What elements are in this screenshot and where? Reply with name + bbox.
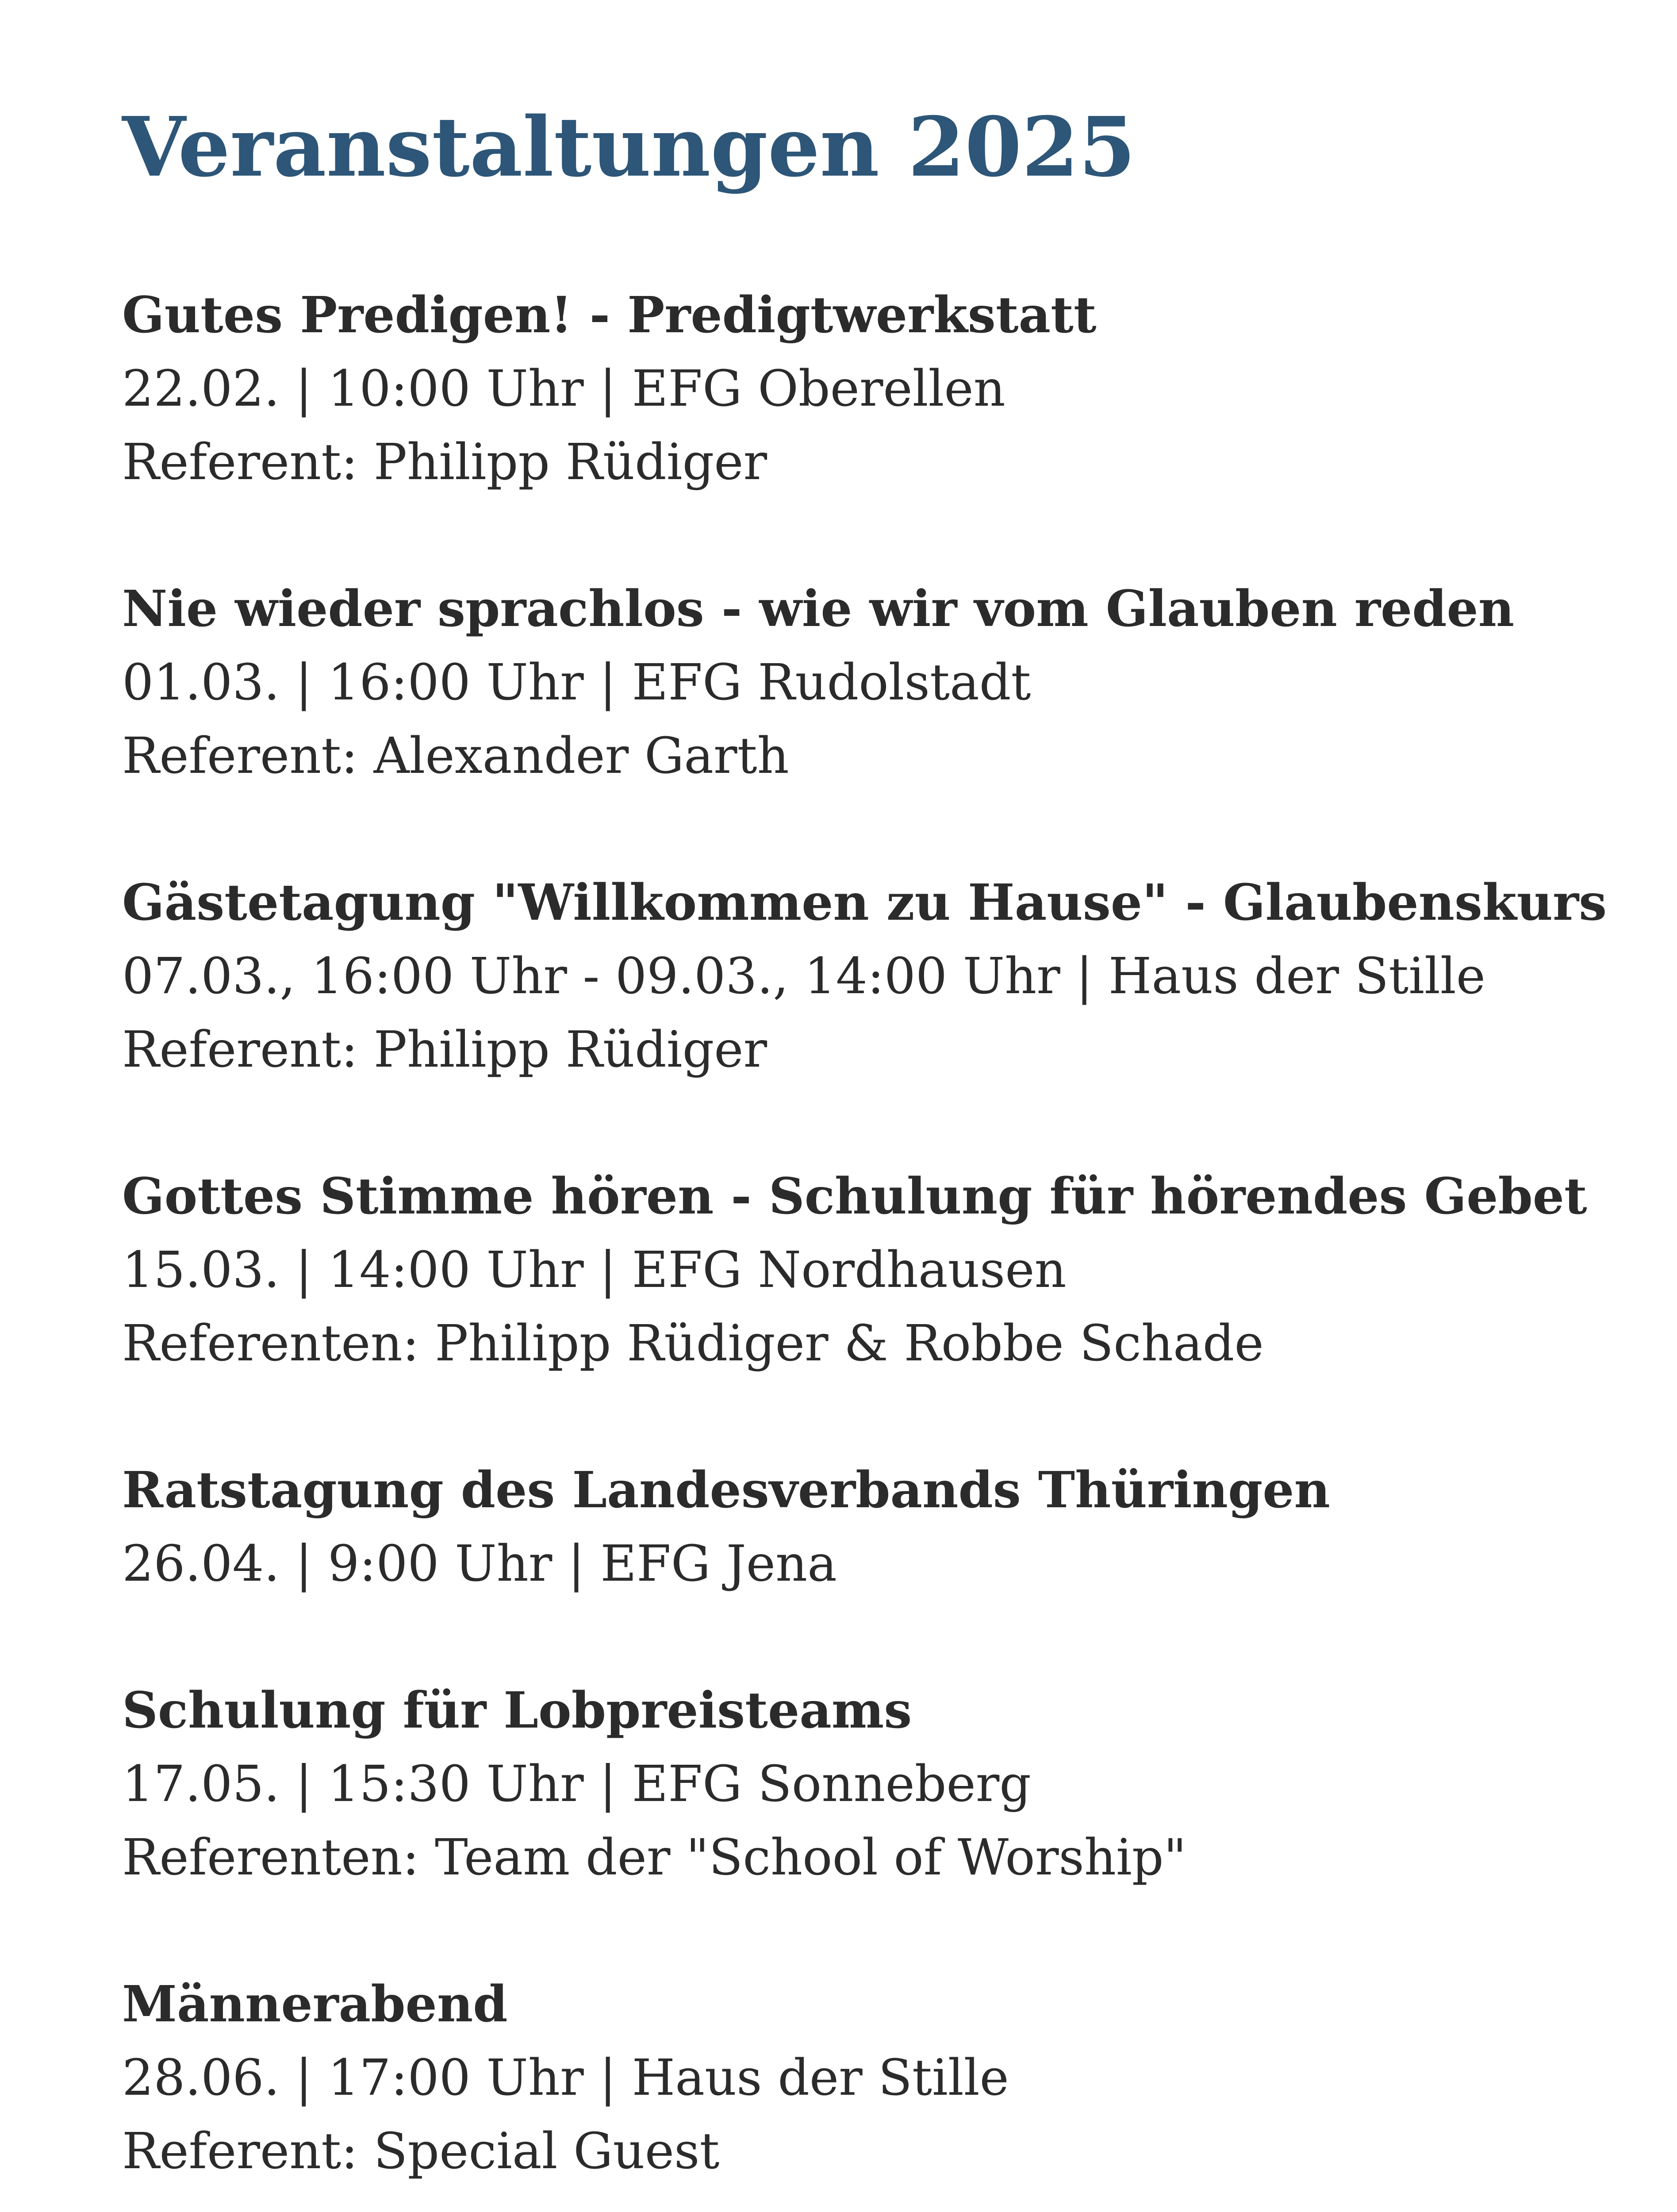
event-item bbox=[122, 1674, 1626, 1894]
event-item bbox=[122, 866, 1626, 1087]
event-list bbox=[122, 279, 1626, 2212]
event-item bbox=[122, 1454, 1626, 1601]
event-title: Ratstagung des Landesverbands Thüringen bbox=[122, 1461, 1330, 1519]
event-date: 17.05. | 15:30 Uhr | EFG Sonneberg bbox=[122, 1755, 1031, 1813]
event-title: Gutes Predigen! - Predigtwerkstatt bbox=[122, 286, 1097, 344]
event-referent: Referent: Philipp Rüdiger bbox=[122, 1021, 768, 1079]
event-item bbox=[122, 1160, 1626, 1380]
event-date: 28.06. | 17:00 Uhr | Haus der Stille bbox=[122, 2049, 1009, 2107]
event-title: Gottes Stimme hören - Schulung für hörendes Gebet bbox=[122, 1167, 1587, 1225]
page-title: Veranstaltungen 2025 bbox=[122, 99, 1136, 195]
event-date: 07.03., 16:00 Uhr - 09.03., 14:00 Uhr | Haus der Stille bbox=[122, 948, 1485, 1005]
event-date: 15.03. | 14:00 Uhr | EFG Nordhausen bbox=[122, 1241, 1067, 1299]
event-title: Schulung für Lobpreisteams bbox=[122, 1682, 912, 1740]
event-referent: Referenten: Philipp Rüdiger & Robbe Schade bbox=[122, 1315, 1264, 1372]
event-referent: Referent: Special Guest bbox=[122, 2123, 720, 2180]
event-title: Gästetagung "Willkommen zu Hause" - Glaubenskurs bbox=[122, 874, 1607, 932]
event-title: Nie wieder sprachlos - wie wir vom Glauben reden bbox=[122, 580, 1515, 638]
event-item bbox=[122, 572, 1626, 793]
event-item bbox=[122, 279, 1626, 499]
event-referent: Referenten: Team der "School of Worship" bbox=[122, 1829, 1187, 1886]
event-referent: Referent: Alexander Garth bbox=[122, 727, 789, 785]
event-date: 01.03. | 16:00 Uhr | EFG Rudolstadt bbox=[122, 654, 1031, 711]
event-item bbox=[122, 1968, 1626, 2188]
event-referent: Referent: Philipp Rüdiger bbox=[122, 434, 768, 491]
event-date: 26.04. | 9:00 Uhr | EFG Jena bbox=[122, 1535, 837, 1593]
event-date: 22.02. | 10:00 Uhr | EFG Oberellen bbox=[122, 360, 1005, 418]
event-title: Männerabend bbox=[122, 1975, 508, 2033]
